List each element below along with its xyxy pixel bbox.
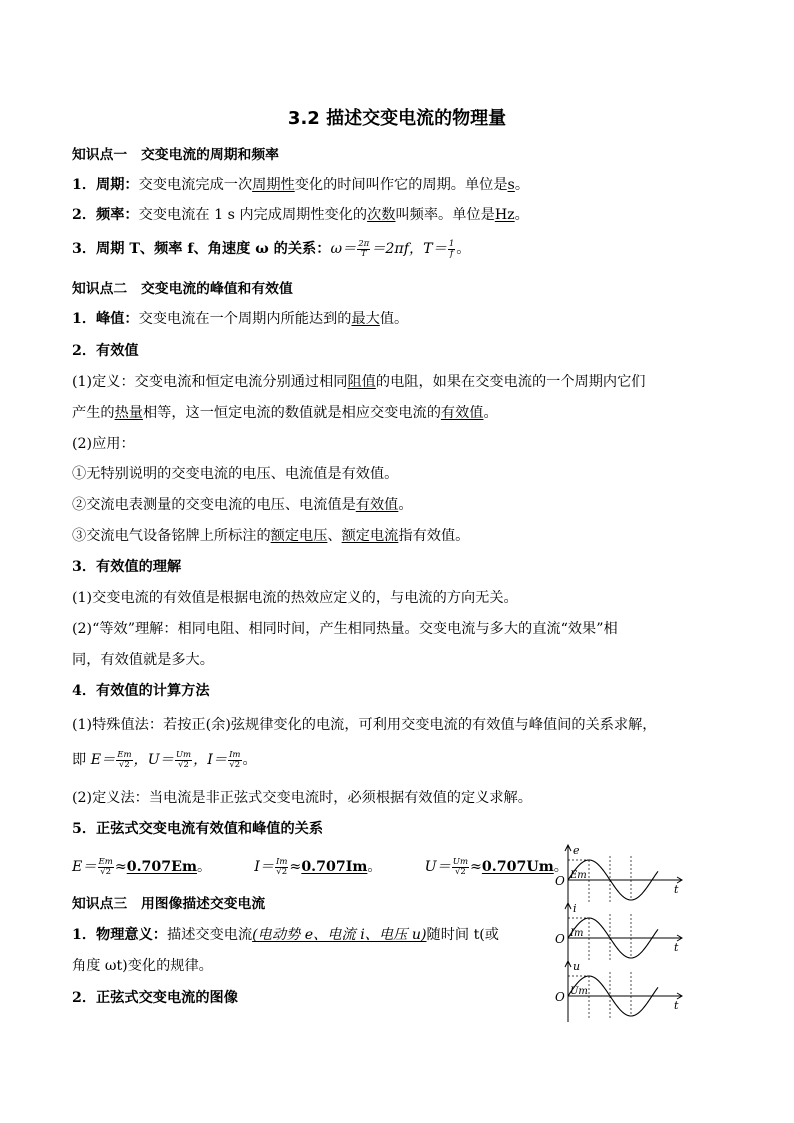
text: 叫频率。单位是 [395, 207, 495, 223]
blank-answer: 热量 [114, 405, 143, 421]
text: 指有效值。 [398, 528, 470, 544]
denominator: √2 [178, 759, 189, 770]
text: 描述交变电流 [167, 927, 253, 943]
approx-sign: ≈ [114, 859, 127, 875]
text-line: (1)特殊值法：若按正(余)弦规律变化的电流，可利用交变电流的有效值与峰值间的关系求解， [72, 717, 657, 733]
fraction [98, 858, 114, 877]
blank-answer: 阻值 [347, 374, 376, 390]
text: 。 [553, 859, 568, 875]
time-label: t [674, 999, 679, 1012]
subheading: 5．正弦式交变电流有效值和峰值的关系 [72, 821, 324, 837]
numerator: Um [452, 856, 469, 867]
label: 3．周期 T、频率 f、角速度 ω 的关系： [72, 241, 331, 257]
peak-label: Im [570, 928, 584, 939]
text: 即 [72, 752, 91, 768]
text: 交变电流完成一次 [138, 177, 253, 193]
text: 交变电流在一个周期内所能达到的 [138, 311, 352, 327]
numerator: Um [175, 749, 192, 760]
text: (1)定义：交变电流和恒定电流分别通过相同 [72, 374, 348, 390]
blank-answer: 最大 [351, 311, 380, 327]
text-line: (2)定义法：当电流是非正弦式交变电流时，必须根据有效值的定义求解。 [72, 790, 532, 806]
denominator: √2 [454, 866, 466, 877]
text: 。 [398, 497, 413, 513]
approx-sign: ≈ [289, 859, 302, 875]
label: 2．频率： [72, 207, 139, 223]
page-title: 3.2 描述交变电流的物理量 [287, 108, 507, 129]
kp1-relation-line [72, 238, 470, 260]
blank-answer: 周期性 [252, 177, 295, 193]
text: 、 [327, 528, 342, 544]
section-heading-kp2: 知识点二 交变电流的峰值和有效值 [72, 281, 293, 297]
section-heading-kp3: 知识点三 用图像描述交变电流 [72, 896, 266, 912]
numerator: Em [117, 749, 132, 760]
fraction [228, 751, 241, 770]
denominator: √2 [118, 759, 130, 770]
subheading: 3．有效值的理解 [72, 559, 182, 575]
fraction [452, 858, 469, 877]
text: ②交流电表测量的交变电流的电压、电流值是 [72, 497, 356, 513]
section-heading-kp1: 知识点一 交变电流的周期和频率 [72, 147, 279, 163]
formula: ，U＝ [133, 752, 174, 768]
subheading: 4．有效值的计算方法 [72, 683, 210, 699]
text-line: (2)应用： [72, 436, 135, 452]
text: 值。 [379, 311, 409, 327]
axis-label: e [573, 844, 580, 857]
formula: ，I＝ [193, 752, 228, 768]
text: 产生的 [72, 405, 115, 421]
kp1-period-line [72, 174, 529, 196]
blank-answer: s [507, 177, 515, 193]
denominator: √2 [276, 866, 288, 877]
text: 。 [456, 241, 471, 257]
kp3-meaning-line [72, 924, 499, 946]
blank-answer: 额定电压 [270, 528, 328, 544]
text: 。 [514, 177, 530, 193]
blank-answer: Hz [494, 207, 515, 223]
text-line: (1)交变电流的有效值是根据电流的热效应定义的，与电流的方向无关。 [72, 590, 518, 606]
fraction [175, 751, 192, 770]
text: 。 [367, 859, 382, 875]
kp2-relation-formulas [72, 856, 568, 878]
origin-label: O [555, 874, 565, 888]
blank-answer: 有效值 [355, 497, 399, 513]
kp2-definition-line [72, 371, 645, 393]
denominator: T [360, 248, 367, 259]
subheading: 2．正弦式交变电流的图像 [72, 990, 238, 1006]
label: 1．峰值： [72, 311, 139, 327]
blank-answer: 0.707Um [481, 859, 554, 875]
text: 随时间 t(或 [426, 927, 499, 943]
text-line: 同，有效值就是多大。 [72, 652, 214, 668]
formula: ω＝ [330, 241, 357, 257]
denominator: √2 [100, 866, 112, 877]
time-label: t [674, 883, 679, 896]
kp2-special-formula-line [72, 749, 257, 771]
label: 1．物理意义： [72, 927, 167, 943]
kp1-frequency-line [72, 204, 529, 226]
text: 变化的时间叫作它的周期。单位是 [294, 177, 508, 193]
fraction [448, 240, 455, 259]
sine-wave-graphs [550, 838, 700, 1023]
numerator: 1 [448, 238, 455, 249]
origin-label: O [555, 932, 565, 946]
label: 1．周期： [72, 177, 139, 193]
text-line: (2)“等效”理解：相同电阻、相同时间，产生相同热量。交变电流与多大的直流“效果”相 [72, 621, 618, 637]
numerator: 2π [358, 238, 370, 249]
blank-answer: 0.707Em [126, 859, 197, 875]
peak-label: Em [570, 870, 587, 881]
kp2-application-line [72, 494, 413, 516]
blank-answer: 0.707Im [301, 859, 368, 875]
approx-sign: ≈ [470, 859, 482, 875]
blank-answer: 有效值 [440, 405, 484, 421]
origin-label: O [555, 990, 565, 1004]
axis-label: u [573, 960, 581, 973]
fraction [116, 751, 132, 770]
text: 的电阻，如果在交变电流的一个周期内它们 [375, 374, 646, 390]
axis-label: i [573, 902, 577, 915]
numerator: Im [276, 856, 288, 867]
kp2-peak-line [72, 308, 408, 330]
denominator: √2 [229, 759, 241, 770]
formula: I＝ [254, 859, 274, 875]
fraction [275, 858, 288, 877]
text: 相等，这一恒定电流的数值就是相应交变电流的 [142, 405, 441, 421]
blank-answer: (电动势 e、电流 i、电压 u) [252, 927, 427, 943]
formula: E＝ [90, 752, 116, 768]
formula: E＝ [72, 859, 97, 875]
time-label: t [674, 941, 679, 954]
formula: U＝ [424, 859, 451, 875]
kp2-definition-line-2 [72, 402, 498, 424]
text: 。 [514, 207, 529, 223]
text-line: 角度 ωt)变化的规律。 [72, 958, 213, 974]
kp2-nameplate-line [72, 525, 469, 547]
text: 。 [196, 859, 212, 875]
fraction [357, 240, 370, 259]
numerator: Em [98, 856, 113, 867]
blank-answer: 额定电流 [341, 528, 399, 544]
numerator: Im [229, 749, 241, 760]
blank-answer: 次数 [367, 207, 396, 223]
text: 。 [483, 405, 498, 421]
peak-label: Um [570, 986, 588, 997]
text: ③交流电气设备铭牌上所标注的 [72, 528, 271, 544]
text: 。 [242, 752, 257, 768]
text: 交变电流在 1 s 内完成周期性变化的 [138, 207, 368, 223]
subheading: 2．有效值 [72, 343, 139, 359]
text-line: ①无特别说明的交变电流的电压、电流值是有效值。 [72, 466, 399, 482]
denominator: f [449, 248, 454, 259]
formula: ＝2πf，T＝ [371, 241, 447, 257]
